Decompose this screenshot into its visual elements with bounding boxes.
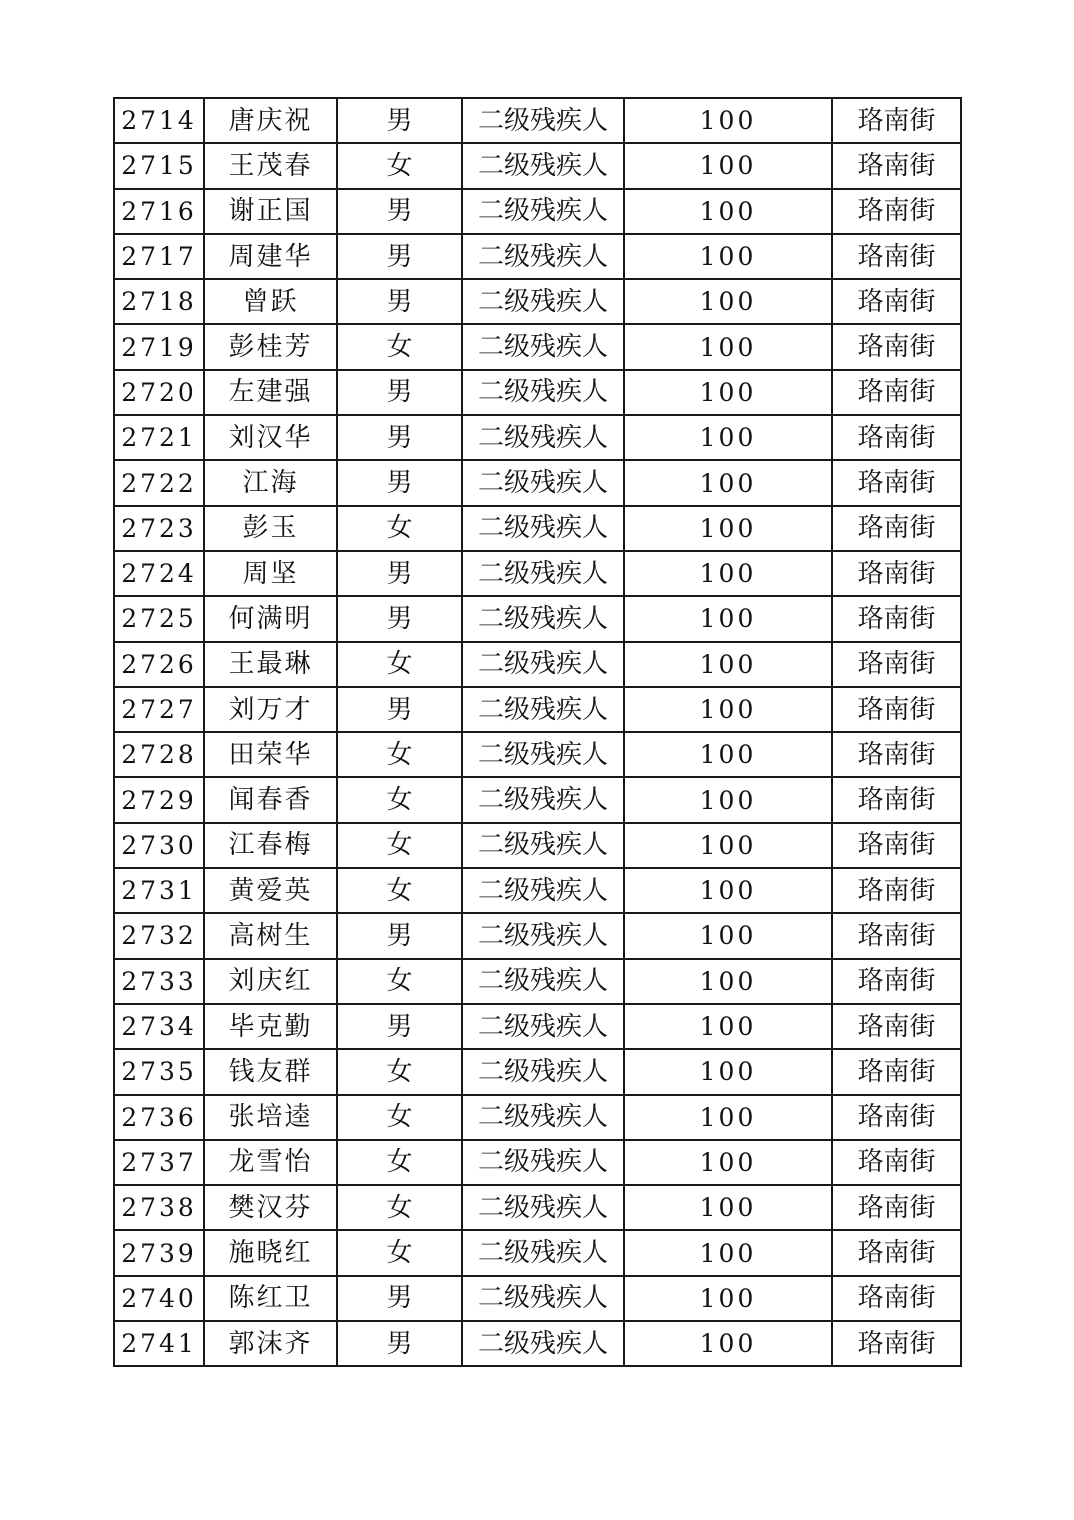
cell-amount: 100 (624, 913, 832, 958)
cell-disability-level: 二级残疾人 (462, 279, 624, 324)
cell-street: 珞南街 (832, 98, 961, 143)
cell-serial-number: 2714 (114, 98, 204, 143)
table-row (114, 1185, 961, 1230)
cell-serial-number: 2739 (114, 1230, 204, 1275)
cell-disability-level: 二级残疾人 (462, 189, 624, 234)
document-page (113, 97, 960, 1367)
cell-gender: 男 (337, 460, 462, 505)
cell-name: 曾跃 (204, 279, 337, 324)
cell-disability-level: 二级残疾人 (462, 687, 624, 732)
cell-disability-level: 二级残疾人 (462, 823, 624, 868)
cell-serial-number: 2726 (114, 642, 204, 687)
cell-street: 珞南街 (832, 460, 961, 505)
cell-amount: 100 (624, 98, 832, 143)
cell-street: 珞南街 (832, 189, 961, 234)
cell-serial-number: 2737 (114, 1140, 204, 1185)
cell-disability-level: 二级残疾人 (462, 777, 624, 822)
cell-amount: 100 (624, 1095, 832, 1140)
cell-serial-number: 2727 (114, 687, 204, 732)
cell-disability-level: 二级残疾人 (462, 1095, 624, 1140)
cell-gender: 男 (337, 279, 462, 324)
cell-gender: 女 (337, 823, 462, 868)
cell-amount: 100 (624, 415, 832, 460)
cell-serial-number: 2734 (114, 1004, 204, 1049)
cell-amount: 100 (624, 596, 832, 641)
cell-serial-number: 2731 (114, 868, 204, 913)
table-row (114, 732, 961, 777)
cell-street: 珞南街 (832, 234, 961, 279)
cell-gender: 女 (337, 959, 462, 1004)
cell-amount: 100 (624, 642, 832, 687)
cell-disability-level: 二级残疾人 (462, 732, 624, 777)
cell-gender: 男 (337, 370, 462, 415)
table-row (114, 642, 961, 687)
cell-street: 珞南街 (832, 279, 961, 324)
cell-gender: 女 (337, 732, 462, 777)
cell-street: 珞南街 (832, 1321, 961, 1366)
cell-name: 高树生 (204, 913, 337, 958)
cell-disability-level: 二级残疾人 (462, 913, 624, 958)
cell-name: 黄爱英 (204, 868, 337, 913)
cell-disability-level: 二级残疾人 (462, 98, 624, 143)
cell-gender: 女 (337, 1185, 462, 1230)
cell-serial-number: 2718 (114, 279, 204, 324)
cell-street: 珞南街 (832, 732, 961, 777)
cell-amount: 100 (624, 551, 832, 596)
cell-gender: 男 (337, 189, 462, 234)
cell-disability-level: 二级残疾人 (462, 1276, 624, 1321)
cell-street: 珞南街 (832, 1140, 961, 1185)
cell-serial-number: 2736 (114, 1095, 204, 1140)
table-row (114, 777, 961, 822)
cell-serial-number: 2728 (114, 732, 204, 777)
cell-street: 珞南街 (832, 1185, 961, 1230)
table-row (114, 551, 961, 596)
cell-street: 珞南街 (832, 777, 961, 822)
cell-amount: 100 (624, 234, 832, 279)
cell-name: 彭桂芳 (204, 324, 337, 369)
cell-serial-number: 2738 (114, 1185, 204, 1230)
cell-name: 唐庆祝 (204, 98, 337, 143)
cell-name: 施晓红 (204, 1230, 337, 1275)
cell-gender: 女 (337, 1049, 462, 1094)
cell-gender: 男 (337, 234, 462, 279)
table-row (114, 460, 961, 505)
cell-amount: 100 (624, 143, 832, 188)
cell-street: 珞南街 (832, 1004, 961, 1049)
cell-serial-number: 2725 (114, 596, 204, 641)
cell-gender: 男 (337, 1321, 462, 1366)
table-row (114, 370, 961, 415)
cell-disability-level: 二级残疾人 (462, 460, 624, 505)
cell-amount: 100 (624, 506, 832, 551)
cell-amount: 100 (624, 687, 832, 732)
cell-amount: 100 (624, 868, 832, 913)
cell-gender: 女 (337, 324, 462, 369)
cell-amount: 100 (624, 1321, 832, 1366)
cell-street: 珞南街 (832, 1049, 961, 1094)
cell-street: 珞南街 (832, 415, 961, 460)
cell-gender: 男 (337, 415, 462, 460)
cell-street: 珞南街 (832, 868, 961, 913)
cell-name: 江春梅 (204, 823, 337, 868)
table-row (114, 913, 961, 958)
table-row (114, 1095, 961, 1140)
cell-disability-level: 二级残疾人 (462, 868, 624, 913)
cell-amount: 100 (624, 370, 832, 415)
cell-name: 田荣华 (204, 732, 337, 777)
cell-disability-level: 二级残疾人 (462, 642, 624, 687)
table-row (114, 959, 961, 1004)
cell-street: 珞南街 (832, 1230, 961, 1275)
cell-amount: 100 (624, 1004, 832, 1049)
cell-name: 左建强 (204, 370, 337, 415)
table-row (114, 1140, 961, 1185)
cell-name: 周坚 (204, 551, 337, 596)
cell-name: 刘庆红 (204, 959, 337, 1004)
cell-gender: 女 (337, 143, 462, 188)
cell-disability-level: 二级残疾人 (462, 324, 624, 369)
cell-gender: 女 (337, 1095, 462, 1140)
cell-serial-number: 2735 (114, 1049, 204, 1094)
cell-street: 珞南街 (832, 596, 961, 641)
cell-serial-number: 2716 (114, 189, 204, 234)
cell-amount: 100 (624, 1049, 832, 1094)
cell-name: 周建华 (204, 234, 337, 279)
table-row (114, 143, 961, 188)
cell-amount: 100 (624, 1140, 832, 1185)
cell-disability-level: 二级残疾人 (462, 596, 624, 641)
cell-name: 王最琳 (204, 642, 337, 687)
table-row (114, 415, 961, 460)
cell-disability-level: 二级残疾人 (462, 1185, 624, 1230)
cell-disability-level: 二级残疾人 (462, 415, 624, 460)
cell-disability-level: 二级残疾人 (462, 1321, 624, 1366)
cell-street: 珞南街 (832, 143, 961, 188)
cell-gender: 男 (337, 98, 462, 143)
cell-disability-level: 二级残疾人 (462, 1140, 624, 1185)
table-row (114, 1049, 961, 1094)
cell-name: 刘万才 (204, 687, 337, 732)
cell-amount: 100 (624, 189, 832, 234)
cell-serial-number: 2721 (114, 415, 204, 460)
cell-gender: 男 (337, 687, 462, 732)
cell-serial-number: 2717 (114, 234, 204, 279)
cell-serial-number: 2730 (114, 823, 204, 868)
cell-amount: 100 (624, 959, 832, 1004)
cell-name: 张培逵 (204, 1095, 337, 1140)
cell-street: 珞南街 (832, 551, 961, 596)
cell-amount: 100 (624, 1185, 832, 1230)
cell-street: 珞南街 (832, 370, 961, 415)
cell-serial-number: 2719 (114, 324, 204, 369)
cell-serial-number: 2732 (114, 913, 204, 958)
cell-amount: 100 (624, 1276, 832, 1321)
cell-amount: 100 (624, 279, 832, 324)
cell-name: 何满明 (204, 596, 337, 641)
cell-gender: 女 (337, 777, 462, 822)
cell-name: 彭玉 (204, 506, 337, 551)
cell-disability-level: 二级残疾人 (462, 551, 624, 596)
cell-disability-level: 二级残疾人 (462, 959, 624, 1004)
cell-serial-number: 2740 (114, 1276, 204, 1321)
cell-name: 陈红卫 (204, 1276, 337, 1321)
cell-gender: 女 (337, 642, 462, 687)
cell-serial-number: 2715 (114, 143, 204, 188)
cell-disability-level: 二级残疾人 (462, 370, 624, 415)
cell-serial-number: 2724 (114, 551, 204, 596)
table-row (114, 687, 961, 732)
table-row (114, 1321, 961, 1366)
cell-disability-level: 二级残疾人 (462, 1004, 624, 1049)
cell-serial-number: 2741 (114, 1321, 204, 1366)
cell-name: 钱友群 (204, 1049, 337, 1094)
cell-serial-number: 2720 (114, 370, 204, 415)
cell-street: 珞南街 (832, 823, 961, 868)
cell-street: 珞南街 (832, 642, 961, 687)
cell-gender: 男 (337, 596, 462, 641)
cell-street: 珞南街 (832, 687, 961, 732)
table-row (114, 1230, 961, 1275)
table-row (114, 1276, 961, 1321)
cell-street: 珞南街 (832, 913, 961, 958)
cell-street: 珞南街 (832, 506, 961, 551)
cell-name: 刘汉华 (204, 415, 337, 460)
cell-gender: 男 (337, 913, 462, 958)
cell-disability-level: 二级残疾人 (462, 1049, 624, 1094)
cell-disability-level: 二级残疾人 (462, 506, 624, 551)
cell-gender: 男 (337, 551, 462, 596)
table-row (114, 324, 961, 369)
recipient-table (113, 97, 962, 1367)
cell-amount: 100 (624, 1230, 832, 1275)
cell-name: 江海 (204, 460, 337, 505)
table-row (114, 189, 961, 234)
table-row (114, 868, 961, 913)
cell-street: 珞南街 (832, 1095, 961, 1140)
cell-gender: 女 (337, 1230, 462, 1275)
cell-gender: 女 (337, 506, 462, 551)
cell-amount: 100 (624, 777, 832, 822)
cell-gender: 男 (337, 1004, 462, 1049)
cell-serial-number: 2722 (114, 460, 204, 505)
cell-gender: 男 (337, 1276, 462, 1321)
cell-amount: 100 (624, 732, 832, 777)
table-row (114, 234, 961, 279)
cell-name: 毕克勤 (204, 1004, 337, 1049)
table-row (114, 98, 961, 143)
cell-name: 王茂春 (204, 143, 337, 188)
cell-name: 郭沫齐 (204, 1321, 337, 1366)
cell-gender: 女 (337, 1140, 462, 1185)
cell-gender: 女 (337, 868, 462, 913)
cell-serial-number: 2733 (114, 959, 204, 1004)
cell-disability-level: 二级残疾人 (462, 234, 624, 279)
cell-serial-number: 2729 (114, 777, 204, 822)
table-row (114, 823, 961, 868)
cell-amount: 100 (624, 324, 832, 369)
cell-street: 珞南街 (832, 959, 961, 1004)
table-body (114, 98, 961, 1366)
cell-name: 闻春香 (204, 777, 337, 822)
cell-street: 珞南街 (832, 1276, 961, 1321)
cell-disability-level: 二级残疾人 (462, 1230, 624, 1275)
cell-disability-level: 二级残疾人 (462, 143, 624, 188)
cell-amount: 100 (624, 823, 832, 868)
table-row (114, 506, 961, 551)
table-row (114, 279, 961, 324)
table-row (114, 596, 961, 641)
table-row (114, 1004, 961, 1049)
cell-name: 谢正国 (204, 189, 337, 234)
cell-street: 珞南街 (832, 324, 961, 369)
cell-serial-number: 2723 (114, 506, 204, 551)
cell-name: 龙雪怡 (204, 1140, 337, 1185)
cell-name: 樊汉芬 (204, 1185, 337, 1230)
cell-amount: 100 (624, 460, 832, 505)
